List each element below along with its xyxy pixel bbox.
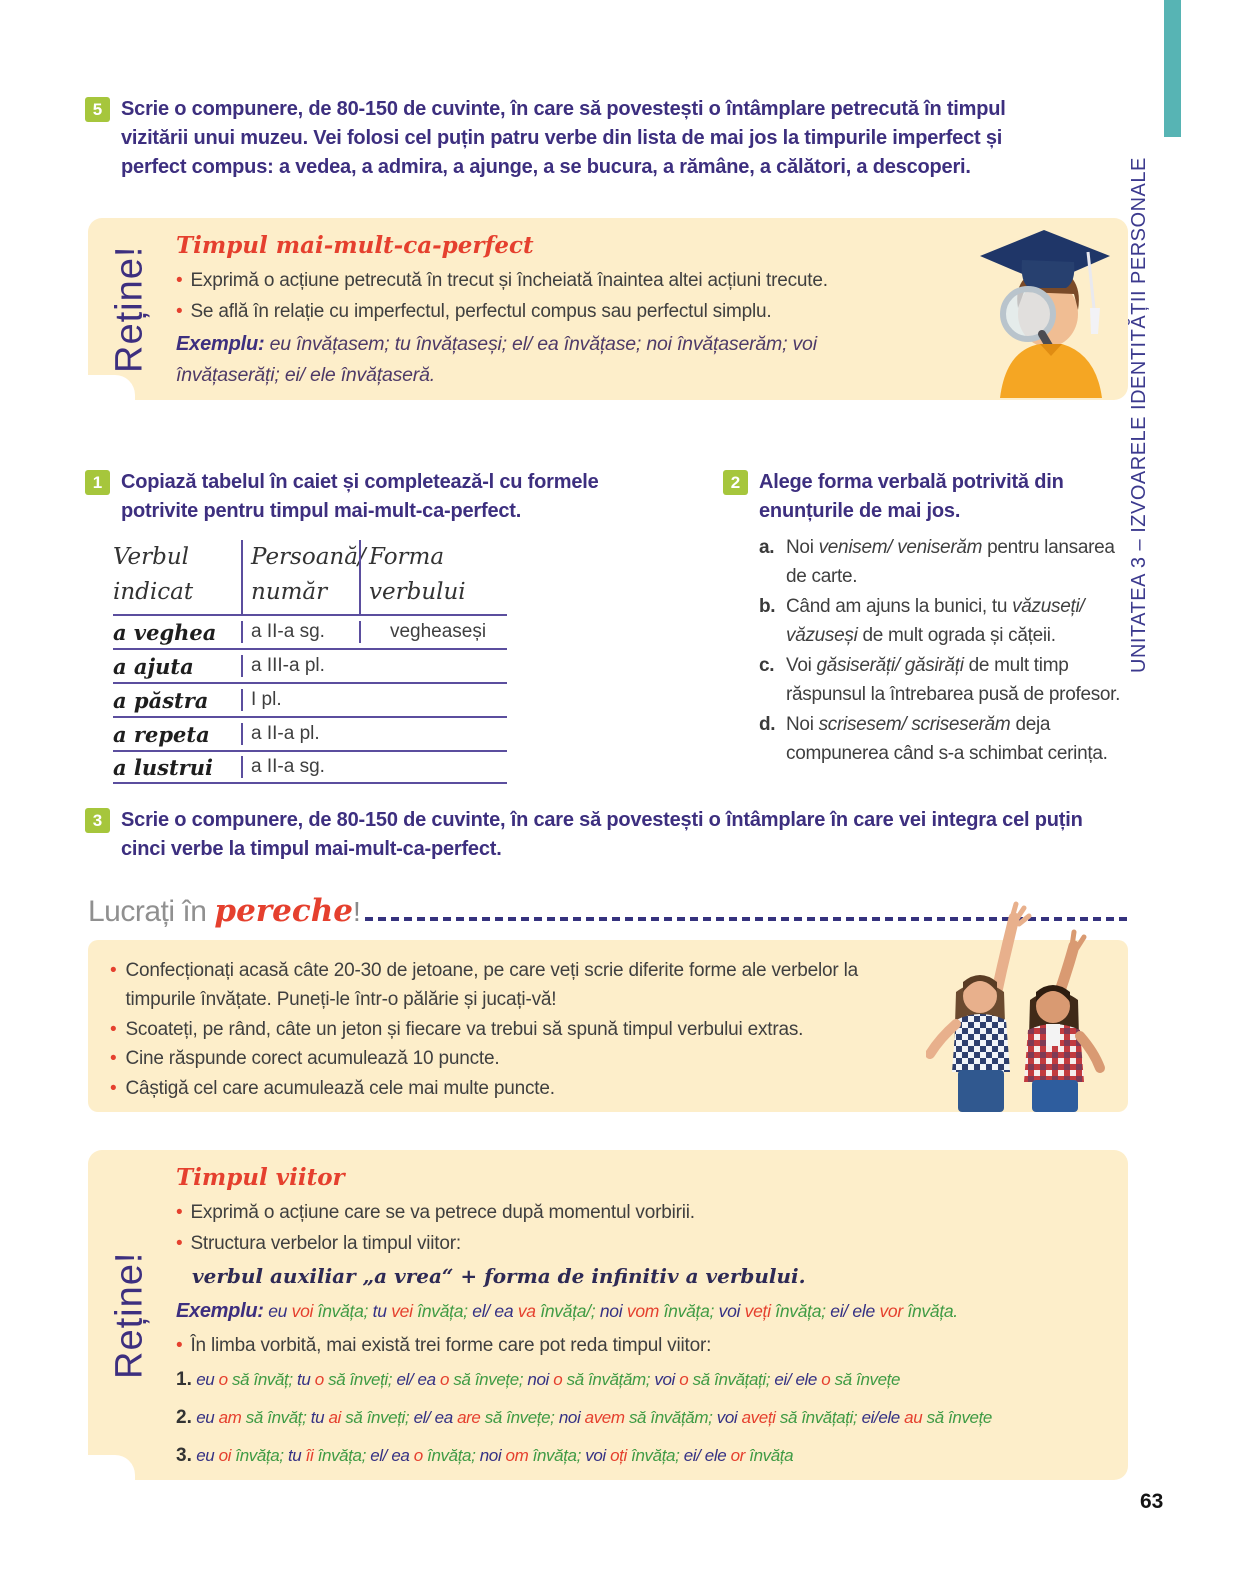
person-cell: a II-a sg.	[241, 756, 359, 778]
item-text: Noi scrisesem/ scriseserăm deja compunerea când s-a schimbat cerința.	[786, 714, 1108, 764]
line-number: 3.	[176, 1445, 192, 1467]
item-text: Noi venisem/ veniserăm pentru lansarea de carte.	[786, 537, 1115, 587]
table-row	[113, 648, 507, 682]
retine-content	[88, 218, 1128, 400]
retine-example	[176, 328, 836, 391]
table-header-person: Persoană/ număr	[241, 540, 359, 614]
example-colored-text: eu voi învăța; tu vei învăța; el/ ea va învăța/; noi vom învăța; voi veți învăța; ei/ ele vor învăța.	[268, 1300, 958, 1321]
person-cell: a II-a sg.	[241, 621, 359, 643]
table-row	[113, 716, 507, 750]
exercise-2-items	[759, 534, 1135, 768]
item-label: c.	[759, 655, 775, 676]
pair-heading-bang: !	[353, 896, 361, 927]
bullet-icon: •	[110, 1077, 117, 1099]
person-cell: a III-a pl.	[241, 655, 359, 677]
exercise-3-badge: 3	[85, 808, 110, 833]
table-row	[113, 750, 507, 784]
retine-title: Timpul mai-mult-ca-perfect	[176, 232, 534, 259]
exercise-2-title: Alege forma verbală potrivită din enunțurile de mai jos.	[759, 471, 1064, 522]
item-text: Când am ajuns la bunici, tu văzuseți/ văzuseși de mult ograda și cățeii.	[786, 596, 1085, 646]
retine-bullet-text: Exprimă o acțiune petrecută în trecut și încheiată înaintea altei acțiuni trecute.	[190, 270, 828, 291]
list-item	[759, 593, 1135, 650]
verb-forms-table	[113, 540, 507, 784]
list-item	[759, 652, 1135, 709]
pair-bullet	[110, 1015, 908, 1044]
retine-title: Timpul viitor	[176, 1164, 345, 1191]
retine-content	[88, 1150, 1128, 1480]
bullet-icon: •	[176, 1202, 183, 1223]
item-label: d.	[759, 714, 776, 735]
bullet-icon: •	[176, 1233, 183, 1255]
retine-bullet-text: Exprimă o acțiune care se va petrece după momentul vorbirii.	[190, 1202, 695, 1223]
retine-bullet-text: În limba vorbită, mai există trei forme care pot reda timpul viitor:	[190, 1334, 712, 1356]
example-label: Exemplu:	[176, 332, 265, 355]
verb-cell: a lustrui	[113, 754, 213, 780]
exercise-2-badge: 2	[723, 470, 748, 495]
list-item	[759, 534, 1135, 591]
table-row	[113, 682, 507, 716]
table-header-verb: Verbul indicat	[113, 544, 194, 605]
pair-bullet-text: Scoateți, pe rând, câte un jeton și fiecare va trebui să spună timpul verbului extras.	[125, 1018, 804, 1040]
person-cell: a II-a pl.	[241, 723, 359, 745]
verb-cell: a ajuta	[113, 653, 194, 679]
pair-bullet-text: Câștigă cel care acumulează cele mai multe puncte.	[125, 1077, 555, 1099]
line-number: 1.	[176, 1369, 192, 1391]
pair-bullet-text: Cine răspunde corect acumulează 10 puncte.	[125, 1048, 500, 1070]
exercise-2	[723, 468, 1135, 770]
exercise-3	[85, 806, 1100, 864]
retine-bullet-text: Se află în relație cu imperfectul, perfectul compus sau perfectul simplu.	[190, 301, 772, 323]
line-number: 2.	[176, 1407, 192, 1429]
two-girls-raised-hands-photo	[926, 896, 1122, 1112]
person-cell: I pl.	[241, 689, 359, 711]
pair-bullet	[110, 1074, 908, 1103]
exercise-5-text: Scrie o compunere, de 80-150 de cuvinte, în care să povestești o întâmplare petrecută în timpul vizitării unui muzeu. Vei folosi cel puțin patru verbe din lista de mai jos la timpurile imperfect și perfect compus: a vedea, a admira, a ajunge, a se bucura, a rămâne, a călători, a descoperi.	[121, 98, 1006, 178]
retine-box-mai-mult-ca-perfect	[88, 218, 1128, 400]
unit-title-vertical: UNITATEA 3 – IZVOARELE IDENTITĂȚII PERSONALE	[1128, 157, 1150, 673]
future-tense-formula: verbul auxiliar „a vrea“ + forma de infinitiv a verbului.	[192, 1263, 806, 1288]
verb-cell: a repeta	[113, 721, 210, 747]
bullet-icon: •	[176, 301, 183, 323]
item-label: a.	[759, 537, 775, 558]
future-form-line-1	[176, 1361, 1114, 1399]
future-form-line-3	[176, 1437, 1114, 1475]
exercise-1-badge: 1	[85, 470, 110, 495]
verb-cell: a veghea	[113, 619, 217, 645]
future-form-line-2	[176, 1399, 1114, 1437]
pair-heading-script: pereche	[214, 893, 353, 929]
bullet-icon: •	[176, 1334, 183, 1356]
pair-bullet	[110, 956, 908, 1015]
exercise-3-text: Scrie o compunere, de 80-150 de cuvinte, în care să povestești o întâmplare în care vei integra cel puțin cinci verbe la timpul mai-mult-ca-perfect.	[121, 809, 1083, 860]
table-row	[113, 614, 507, 648]
retine-bullet	[176, 1330, 1114, 1361]
exercise-1	[85, 468, 645, 526]
retine-bullet	[176, 1228, 1114, 1259]
item-label: b.	[759, 596, 776, 617]
pair-bullet-text: Confecționați acasă câte 20-30 de jetoane, pe care veți scrie diferite forme ale verbelor la timpurile învățate. Puneți-le într-o pălărie și jucați-vă!	[125, 960, 858, 1011]
retine-bullet-text: Structura verbelor la timpul viitor:	[190, 1233, 461, 1255]
line-colored-text: eu o să învăț; tu o să înveți; el/ ea o să învețe; noi o să învățăm; voi o să învățați; ei/ ele o să învețe	[196, 1370, 901, 1390]
future-example-line	[176, 1292, 1114, 1330]
exercise-1-title: Copiază tabelul în caiet și completează-l cu formele potrivite pentru timpul mai-mult-ca-perfect.	[121, 471, 599, 522]
unit-color-bar	[1164, 0, 1181, 137]
table-header-form: Forma verbului	[359, 540, 507, 614]
table-header-row	[113, 540, 507, 614]
exercise-5	[85, 95, 1050, 182]
list-item	[759, 711, 1135, 768]
verb-cell: a păstra	[113, 687, 209, 713]
line-colored-text: eu oi învăța; tu îi învăța; el/ ea o învăța; noi om învăța; voi oți învăța; ei/ ele or învăța	[196, 1446, 794, 1466]
example-label: Exemplu:	[176, 1299, 264, 1322]
retine-label: Reține!	[108, 245, 151, 373]
bullet-icon: •	[110, 1048, 117, 1070]
retine-label: Reține!	[108, 1251, 151, 1379]
bullet-icon: •	[110, 1018, 117, 1040]
retine-bullet	[176, 1197, 1114, 1228]
pair-bullet	[110, 1044, 908, 1073]
pair-heading-plain: Lucrați în	[88, 895, 207, 928]
example-text: eu învățasem; tu învățaseși; el/ ea învățase; noi învățaserăm; voi învățaserăți; ei/ ele învățaseră.	[176, 332, 817, 386]
retine-box-viitor	[88, 1150, 1128, 1480]
form-cell: vegheaseși	[359, 621, 507, 643]
bullet-icon: •	[110, 960, 117, 981]
item-text: Voi găsiserăți/ găsirăți de mult timp răspunsul la întrebarea pusă de profesor.	[786, 655, 1121, 705]
page-number: 63	[1140, 1490, 1164, 1513]
exercise-5-badge: 5	[85, 97, 110, 122]
pair-work-box	[88, 940, 1128, 1112]
line-colored-text: eu am să învăț; tu ai să înveți; el/ ea are să învețe; noi avem să învățăm; voi aveți să învățați; ei/ele au să învețe	[196, 1408, 992, 1428]
bullet-icon: •	[176, 270, 183, 291]
boy-graduation-cap-magnifier-photo	[970, 222, 1118, 398]
